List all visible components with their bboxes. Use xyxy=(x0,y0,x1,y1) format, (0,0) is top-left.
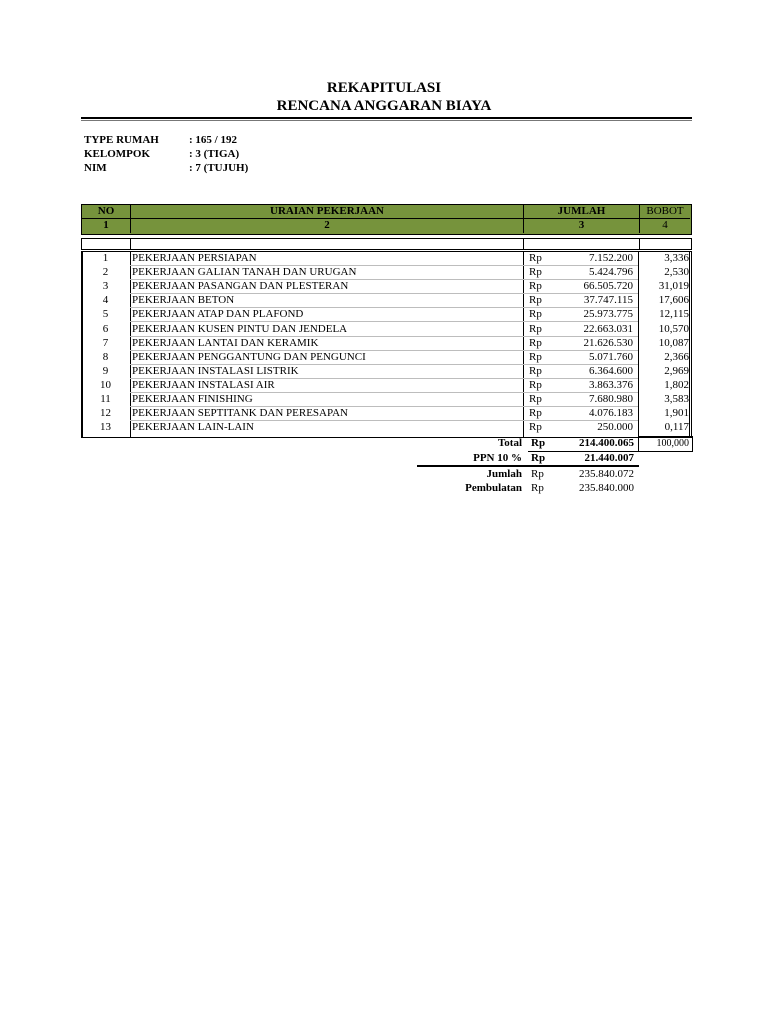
row-no: 9 xyxy=(102,365,109,377)
row-amount: 5.071.760 xyxy=(589,351,633,363)
row-amount: 22.663.031 xyxy=(583,323,633,335)
summary-amount: 21.440.007 xyxy=(584,452,634,464)
summary-ppn xyxy=(0,452,768,466)
row-rp: Rp xyxy=(529,365,542,377)
row-rp: Rp xyxy=(529,294,542,306)
table-row xyxy=(81,308,692,322)
row-rp: Rp xyxy=(529,351,542,363)
row-amount: 37.747.115 xyxy=(583,294,633,306)
header-jumlah: JUMLAH xyxy=(524,205,640,219)
row-desc: PEKERJAAN PENGGANTUNG DAN PENGUNCI xyxy=(132,351,366,363)
row-no: 8 xyxy=(102,351,109,363)
row-rp: Rp xyxy=(529,252,542,264)
row-rp: Rp xyxy=(529,280,542,292)
row-bobot: 2,969 xyxy=(664,365,689,377)
row-bobot: 1,901 xyxy=(664,407,689,419)
row-desc: PEKERJAAN PERSIAPAN xyxy=(132,252,257,264)
header-bobot: BOBOT xyxy=(640,205,690,219)
row-no: 7 xyxy=(102,337,109,349)
table-row xyxy=(81,407,692,421)
row-rp: Rp xyxy=(529,379,542,391)
row-no: 6 xyxy=(102,323,109,335)
blank-cell xyxy=(130,238,524,250)
row-no: 4 xyxy=(102,294,109,306)
table-row xyxy=(81,421,692,435)
header-num-1: 1 xyxy=(82,219,131,233)
row-desc: PEKERJAAN INSTALASI AIR xyxy=(132,379,275,391)
row-desc: PEKERJAAN LAIN-LAIN xyxy=(132,421,254,433)
summary-amount: 235.840.072 xyxy=(579,468,634,480)
total-bobot: 100,000 xyxy=(638,436,693,452)
row-bobot: 3,336 xyxy=(664,252,689,264)
blank-cell xyxy=(639,238,692,250)
row-bobot: 0,117 xyxy=(664,421,689,433)
row-rp: Rp xyxy=(529,266,542,278)
doc-subtitle: RENCANA ANGGARAN BIAYA xyxy=(276,98,492,114)
table-row xyxy=(81,379,692,393)
row-bobot: 2,530 xyxy=(664,266,689,278)
summary-rp: Rp xyxy=(531,468,544,480)
row-no: 10 xyxy=(100,379,111,391)
info-value: : 3 (TIGA) xyxy=(189,148,240,160)
row-bobot: 31,019 xyxy=(658,280,689,292)
row-desc: PEKERJAAN FINISHING xyxy=(132,393,253,405)
table-row xyxy=(81,252,692,266)
row-no: 13 xyxy=(100,421,111,433)
row-desc: PEKERJAAN KUSEN PINTU DAN JENDELA xyxy=(132,323,348,335)
row-bobot: 10,570 xyxy=(658,323,689,335)
row-desc: PEKERJAAN LANTAI DAN KERAMIK xyxy=(132,337,319,349)
row-amount: 66.505.720 xyxy=(583,280,633,292)
row-bobot: 3,583 xyxy=(664,393,689,405)
row-rp: Rp xyxy=(529,323,542,335)
summary-rp: Rp xyxy=(531,437,546,449)
row-desc: PEKERJAAN INSTALASI LISTRIK xyxy=(132,365,299,377)
table-row xyxy=(81,365,692,379)
row-bobot: 2,366 xyxy=(664,351,689,363)
row-rp: Rp xyxy=(529,421,542,433)
table-row xyxy=(81,393,692,407)
header-no: NO xyxy=(82,205,131,219)
row-rp: Rp xyxy=(529,308,542,320)
summary-rp: Rp xyxy=(531,452,546,464)
row-amount: 7.152.200 xyxy=(589,252,633,264)
row-no: 1 xyxy=(102,252,109,264)
title-rule-thin xyxy=(81,120,692,121)
row-bobot: 1,802 xyxy=(664,379,689,391)
row-rp: Rp xyxy=(529,393,542,405)
row-desc: PEKERJAAN BETON xyxy=(132,294,235,306)
row-bobot: 17,606 xyxy=(658,294,689,306)
blank-cell xyxy=(81,238,131,250)
summary-label: Total xyxy=(497,437,522,449)
row-no: 3 xyxy=(102,280,109,292)
info-value: : 165 / 192 xyxy=(189,134,237,146)
ppn-underline xyxy=(417,465,639,467)
summary-label: Jumlah xyxy=(486,468,522,480)
header-uraian: URAIAN PEKERJAAN xyxy=(131,205,524,219)
row-desc: PEKERJAAN PASANGAN DAN PLESTERAN xyxy=(132,280,349,292)
row-bobot: 12,115 xyxy=(659,308,689,320)
row-amount: 7.680.980 xyxy=(589,393,633,405)
header-num-3: 3 xyxy=(524,219,640,233)
blank-row xyxy=(81,238,692,250)
summary-label: PPN 10 % xyxy=(473,452,522,464)
row-amount: 6.364.600 xyxy=(589,365,633,377)
summary-label: Pembulatan xyxy=(465,482,522,494)
table-row xyxy=(81,266,692,280)
table-row xyxy=(81,323,692,337)
row-bobot: 10,087 xyxy=(658,337,689,349)
row-desc: PEKERJAAN ATAP DAN PLAFOND xyxy=(132,308,304,320)
summary-rp: Rp xyxy=(531,482,544,494)
info-value: : 7 (TUJUH) xyxy=(189,162,249,174)
table-row xyxy=(81,294,692,308)
row-amount: 25.973.775 xyxy=(583,308,633,320)
summary-jumlah xyxy=(0,468,768,482)
row-no: 12 xyxy=(100,407,111,419)
row-amount: 3.863.376 xyxy=(589,379,633,391)
table-header xyxy=(81,204,692,235)
info-label: KELOMPOK xyxy=(84,148,150,160)
row-rp: Rp xyxy=(529,407,542,419)
row-no: 2 xyxy=(102,266,109,278)
row-desc: PEKERJAAN SEPTITANK DAN PERESAPAN xyxy=(132,407,348,419)
row-amount: 250.000 xyxy=(597,421,633,433)
table-row xyxy=(81,337,692,351)
summary-pembulatan xyxy=(0,482,768,496)
row-amount: 4.076.183 xyxy=(589,407,633,419)
table-row xyxy=(81,280,692,294)
summary-amount: 235.840.000 xyxy=(579,482,634,494)
row-desc: PEKERJAAN GALIAN TANAH DAN URUGAN xyxy=(132,266,357,278)
info-label: TYPE RUMAH xyxy=(84,134,159,146)
header-num-2: 2 xyxy=(131,219,524,233)
blank-cell xyxy=(523,238,640,250)
table-row xyxy=(81,351,692,365)
row-no: 5 xyxy=(102,308,109,320)
row-amount: 21.626.530 xyxy=(583,337,633,349)
row-amount: 5.424.796 xyxy=(589,266,633,278)
row-no: 11 xyxy=(100,393,111,405)
header-num-4: 4 xyxy=(662,219,668,231)
row-rp: Rp xyxy=(529,337,542,349)
doc-title: REKAPITULASI xyxy=(326,80,442,96)
info-label: NIM xyxy=(84,162,107,174)
title-rule xyxy=(81,117,692,119)
summary-amount: 214.400.065 xyxy=(579,437,634,449)
